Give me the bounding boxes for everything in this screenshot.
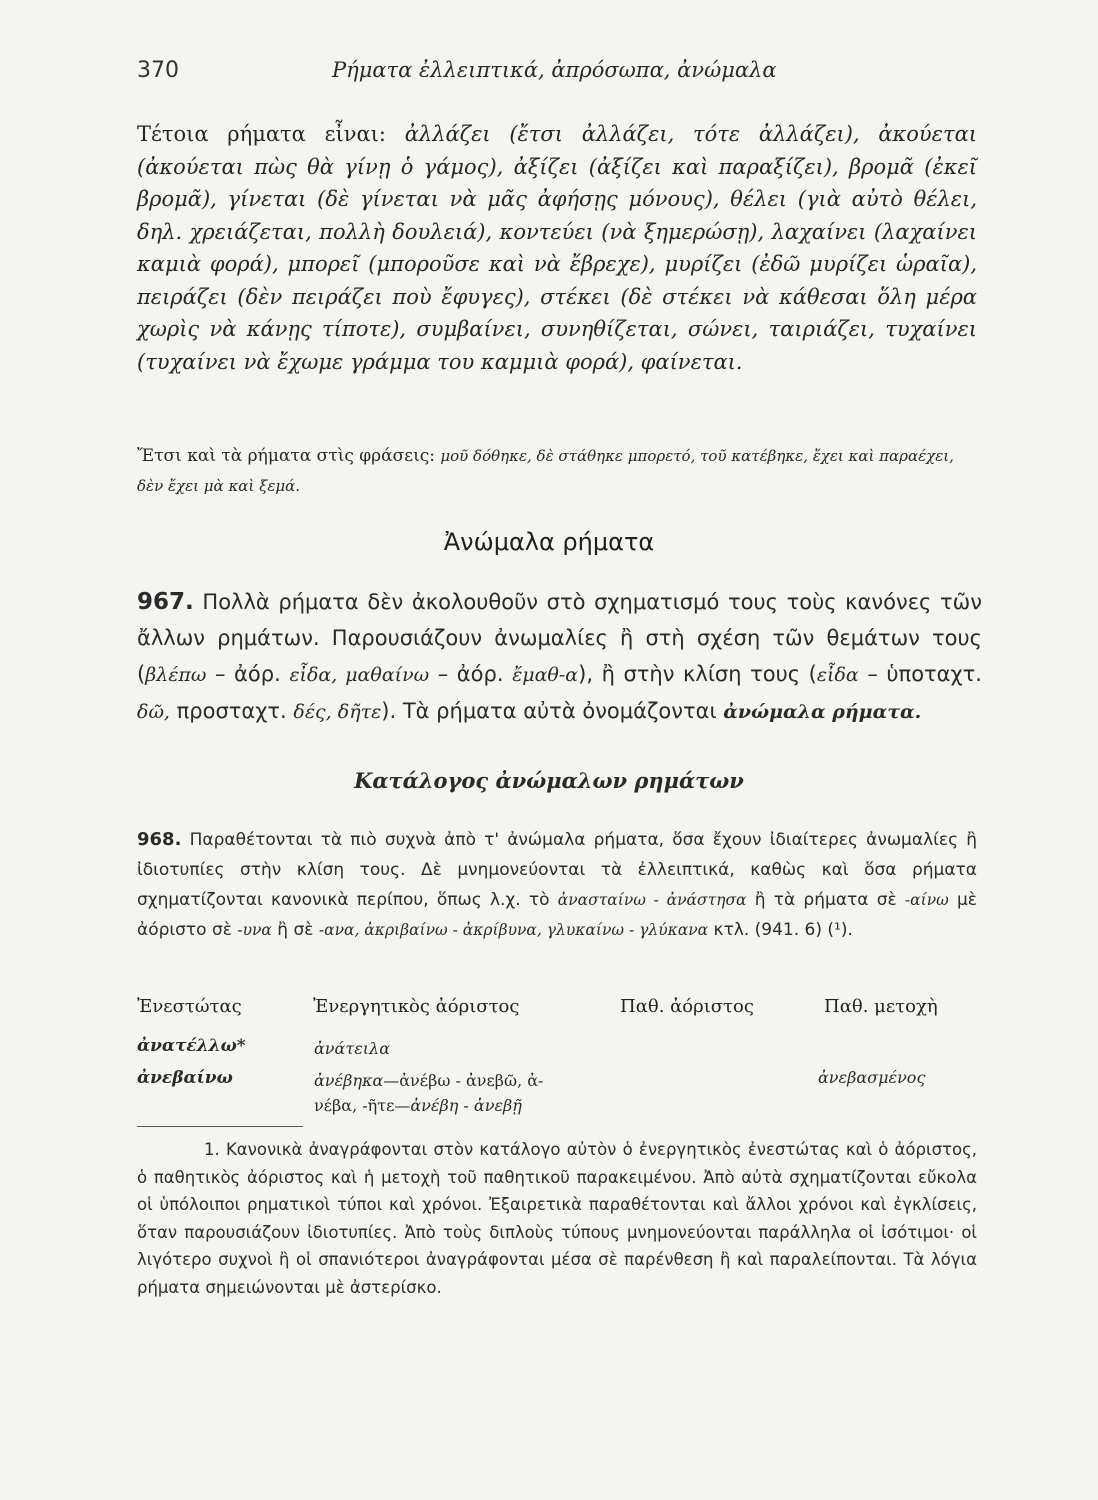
para967-text: – ὑποταχτ. xyxy=(858,662,982,686)
para967-text: ), ἢ στὴν κλίση τους ( xyxy=(578,662,817,686)
catalog-title: Κατάλογος ἀνώμαλων ρημάτων xyxy=(354,768,744,793)
para967-text: – ἀόρ. xyxy=(206,662,290,686)
running-title: Ρήματα ἐλλειπτικά, ἀπρόσωπα, ἀνώμαλα xyxy=(332,58,777,82)
aorist-form: ἀνέβηκα xyxy=(314,1071,384,1090)
para967-example: ἔμαθ-α xyxy=(512,664,579,686)
column-header-active-aorist: Ἐνεργητικὸς ἀόριστος xyxy=(313,996,520,1017)
paragraph-number-968: 968. xyxy=(137,829,182,850)
cell-active-aorist xyxy=(314,1068,543,1118)
note-examples: μοῦ δόθηκε, δὲ στάθηκε μπορετό, τοῦ κατέβηκε, ἔχει καὶ παραέχει, δὲν ἔχει μὰ καὶ ξεμά. xyxy=(137,447,954,495)
para967-text: Πολλὰ ρήματα δὲν ἀκολουθοῦν στὸ σχηματισμό τους τοὺς κανόνες τῶν ἄλλων ρημάτων. Παρουσιάζουν ἀνωμαλίες ἢ στὴ σχέση τῶν θεμάτων τους ( xyxy=(137,590,982,686)
cell-present: ἀνεβαίνω xyxy=(137,1068,233,1088)
para968-text: Παραθέτονται τὰ πιὸ συχνὰ ἀπὸ τ' ἀνώμαλα ρήματα, ὅσα ἔχουν ἰδιαίτερες ἀνωμαλίες ἢ ἰδιοτυπίες στὴν κλίση τους. Δὲ μνημονεύονται τὰ ἐλλειπτικά, καθὼς καὶ ὅσα ρήματα σχηματίζονται κανονικὰ περίπου, ὅπως λ.χ. τὸ xyxy=(137,830,977,910)
catalog-table-header xyxy=(137,996,977,1026)
paragraph-967 xyxy=(137,584,982,730)
paragraph-number-967: 967. xyxy=(137,589,194,615)
table-row xyxy=(137,1068,977,1124)
intro-body: ἀλλάζει (ἔτσι ἀλλάζει, τότε ἀλλάζει), ἀκούεται (ἀκούεται πὼς θὰ γίνῃ ὁ γάμος), ἀξίζει (ἀξίζει καὶ παραξίζει), βρομᾶ (ἐκεῖ βρομᾶ), γίνεται (δὲ γίνεται νὰ μᾶς ἀφήσῃς μόνους), θέλει (γιὰ αὐτὸ θέλει, δηλ. χρειάζεται, πολλὴ δουλειά), κοντεύει (νὰ ξημερώσῃ), λαχαίνει (λαχαίνει καμιὰ φορά), μπορεῖ (μποροῦσε καὶ νὰ ἔβρεχε), μυρίζει (ἐδῶ μυρίζει ὡραῖα), πειράζει (δὲν πειράζει ποὺ ἔφυγες), στέκει (δὲ στέκει νὰ κάθεσαι ὅλη μέρα χωρὶς νὰ κάνῃς τίποτε), συμβαίνει, συνηθίζεται, σώνει, ταιριάζει, τυχαίνει (τυχαίνει νὰ ἔχωμε γράμμα του καμμιὰ φορά), φαίνεται. xyxy=(137,122,977,374)
para967-term: ἀνώμαλα ρήματα. xyxy=(723,701,922,723)
para968-example: -υνα xyxy=(237,921,272,939)
para967-text: – ἀόρ. xyxy=(429,662,513,686)
para968-text: μὲ ἀόριστο σὲ xyxy=(137,890,977,940)
paragraph-968 xyxy=(137,825,977,945)
para967-example: δῶ, xyxy=(137,701,170,723)
cell-present: ἀνατέλλω* xyxy=(137,1036,246,1056)
para968-text: κτλ. (941. 6) (¹). xyxy=(708,920,853,940)
page-number: 370 xyxy=(137,58,179,83)
para967-text: ). Τὰ ρήματα αὐτὰ ὀνομάζονται xyxy=(381,699,724,723)
para968-example: -ανα, ἀκριβαίνω - ἀκρίβυνα, γλυκαίνω - γλύκανα xyxy=(318,921,709,939)
phrases-note xyxy=(137,441,977,501)
para968-text: ἢ τὰ ρήματα σὲ xyxy=(746,890,905,910)
page-header xyxy=(137,58,967,92)
aorist-subjunctive-forms: —ἀνέβω - ἀνεβῶ, ἀ- xyxy=(383,1071,544,1090)
column-header-passive-participle: Παθ. μετοχὴ xyxy=(824,996,938,1017)
footnote-divider xyxy=(137,1126,303,1127)
para967-example: εἶδα, μαθαίνω xyxy=(289,664,430,686)
para968-example: -αίνω xyxy=(904,891,949,909)
intro-lead: Τέτοια ρήματα εἶναι: xyxy=(137,122,386,146)
cell-active-aorist: ἀνάτειλα xyxy=(314,1039,390,1058)
column-header-passive-aorist: Παθ. ἀόριστος xyxy=(620,996,754,1017)
para968-text: ἢ σὲ xyxy=(271,920,319,940)
aorist-third-person-forms: ἀνέβη - ἀνεβῇ xyxy=(410,1096,522,1115)
table-row xyxy=(137,1036,977,1068)
para967-example: δές, δῆτε xyxy=(293,701,382,723)
aorist-imperative-forms: νέβα, -ῆτε— xyxy=(314,1096,411,1115)
para967-example: εἶδα xyxy=(816,664,859,686)
para967-example: βλέπω xyxy=(145,664,207,686)
cell-passive-participle: ἀνεβασμένος xyxy=(818,1068,926,1087)
para968-example: ἀνασταίνω - ἀνάστησα xyxy=(557,891,747,909)
footnote: 1. Κανονικὰ ἀναγράφονται στὸν κατάλογο αὐτὸν ὁ ἐνεργητικὸς ἐνεστώτας καὶ ὁ ἀόριστος, ὁ παθητικὸς ἀόριστος καὶ ἡ μετοχὴ τοῦ παθητικοῦ παρακειμένου. Ἀπὸ αὐτὰ σχηματίζονται εὔκολα οἱ ὑπόλοιποι ρηματικοὶ τύποι καὶ χρόνοι. Ἐξαιρετικὰ παραθέτονται καὶ ἄλλοι χρόνοι καὶ ἐγκλίσεις, ὅταν παρουσιάζουν ἰδιοτυπίες. Ἀπὸ τοὺς διπλοὺς τύπους μνημονεύονται παράλληλα οἱ ἰσότιμοι· οἱ λιγότερο συχνοὶ ἢ οἱ σπανιότεροι ἀναγράφονται μέσα σὲ παρένθεση ἢ καὶ παραλείπονται. Τὰ λόγια ρήματα σημειώνονται μὲ ἀστερίσκο. xyxy=(137,1140,977,1297)
section-title: Ἀνώμαλα ρήματα xyxy=(443,528,655,556)
intro-paragraph xyxy=(137,118,977,378)
note-lead: Ἔτσι καὶ τὰ ρήματα στὶς φράσεις: xyxy=(137,446,435,466)
column-header-present: Ἐνεστώτας xyxy=(137,996,242,1017)
para967-text: προσταχτ. xyxy=(169,699,294,723)
catalog-table-body xyxy=(137,1036,977,1124)
